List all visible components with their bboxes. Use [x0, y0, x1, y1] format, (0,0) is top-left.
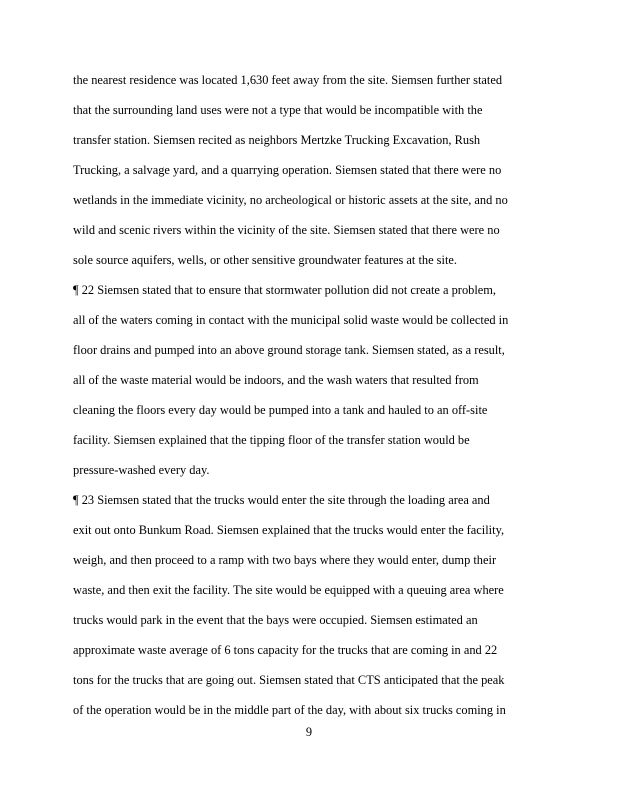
text-line: approximate waste average of 6 tons capacity for the trucks that are coming in and 22	[73, 643, 498, 657]
paragraph-22-start: ¶ 22 Siemsen stated that to ensure that stormwater pollution did not create a problem,	[73, 283, 497, 297]
text-line: all of the waste material would be indoors, and the wash waters that resulted from	[73, 373, 479, 387]
text-line: of the operation would be in the middle part of the day, with about six trucks coming in	[73, 703, 506, 717]
text-line: exit out onto Bunkum Road. Siemsen explained that the trucks would enter the facility,	[73, 523, 505, 537]
text-line: facility. Siemsen explained that the tipping floor of the transfer station would be	[73, 433, 470, 447]
text-line: Trucking, a salvage yard, and a quarrying operation. Siemsen stated that there were no	[73, 163, 502, 177]
text-line: tons for the trucks that are going out. Siemsen stated that CTS anticipated that the peak	[73, 673, 505, 687]
text-line: transfer station. Siemsen recited as neighbors Mertzke Trucking Excavation, Rush	[73, 133, 481, 147]
page-number: 9	[305, 725, 313, 739]
text-line: waste, and then exit the facility. The site would be equipped with a queuing area where	[73, 583, 504, 597]
text-line: sole source aquifers, wells, or other sensitive groundwater features at the site.	[73, 253, 457, 267]
paragraph-23-start: ¶ 23 Siemsen stated that the trucks would enter the site through the loading area and	[73, 493, 490, 507]
text-line: all of the waters coming in contact with the municipal solid waste would be collected in	[73, 313, 509, 327]
text-line: floor drains and pumped into an above ground storage tank. Siemsen stated, as a result,	[73, 343, 505, 357]
text-line: the nearest residence was located 1,630 feet away from the site. Siemsen further stated	[73, 73, 503, 87]
text-line: that the surrounding land uses were not a type that would be incompatible with the	[73, 103, 483, 117]
text-line: pressure-washed every day.	[73, 463, 210, 477]
text-line: weigh, and then proceed to a ramp with two bays where they would enter, dump their	[73, 553, 497, 567]
text-line: trucks would park in the event that the bays were occupied. Siemsen estimated an	[73, 613, 478, 627]
text-line: wetlands in the immediate vicinity, no archeological or historic assets at the site, and no	[73, 193, 508, 207]
text-line: wild and scenic rivers within the vicinity of the site. Siemsen stated that there were no	[73, 223, 500, 237]
text-line: cleaning the floors every day would be pumped into a tank and hauled to an off-site	[73, 403, 488, 417]
